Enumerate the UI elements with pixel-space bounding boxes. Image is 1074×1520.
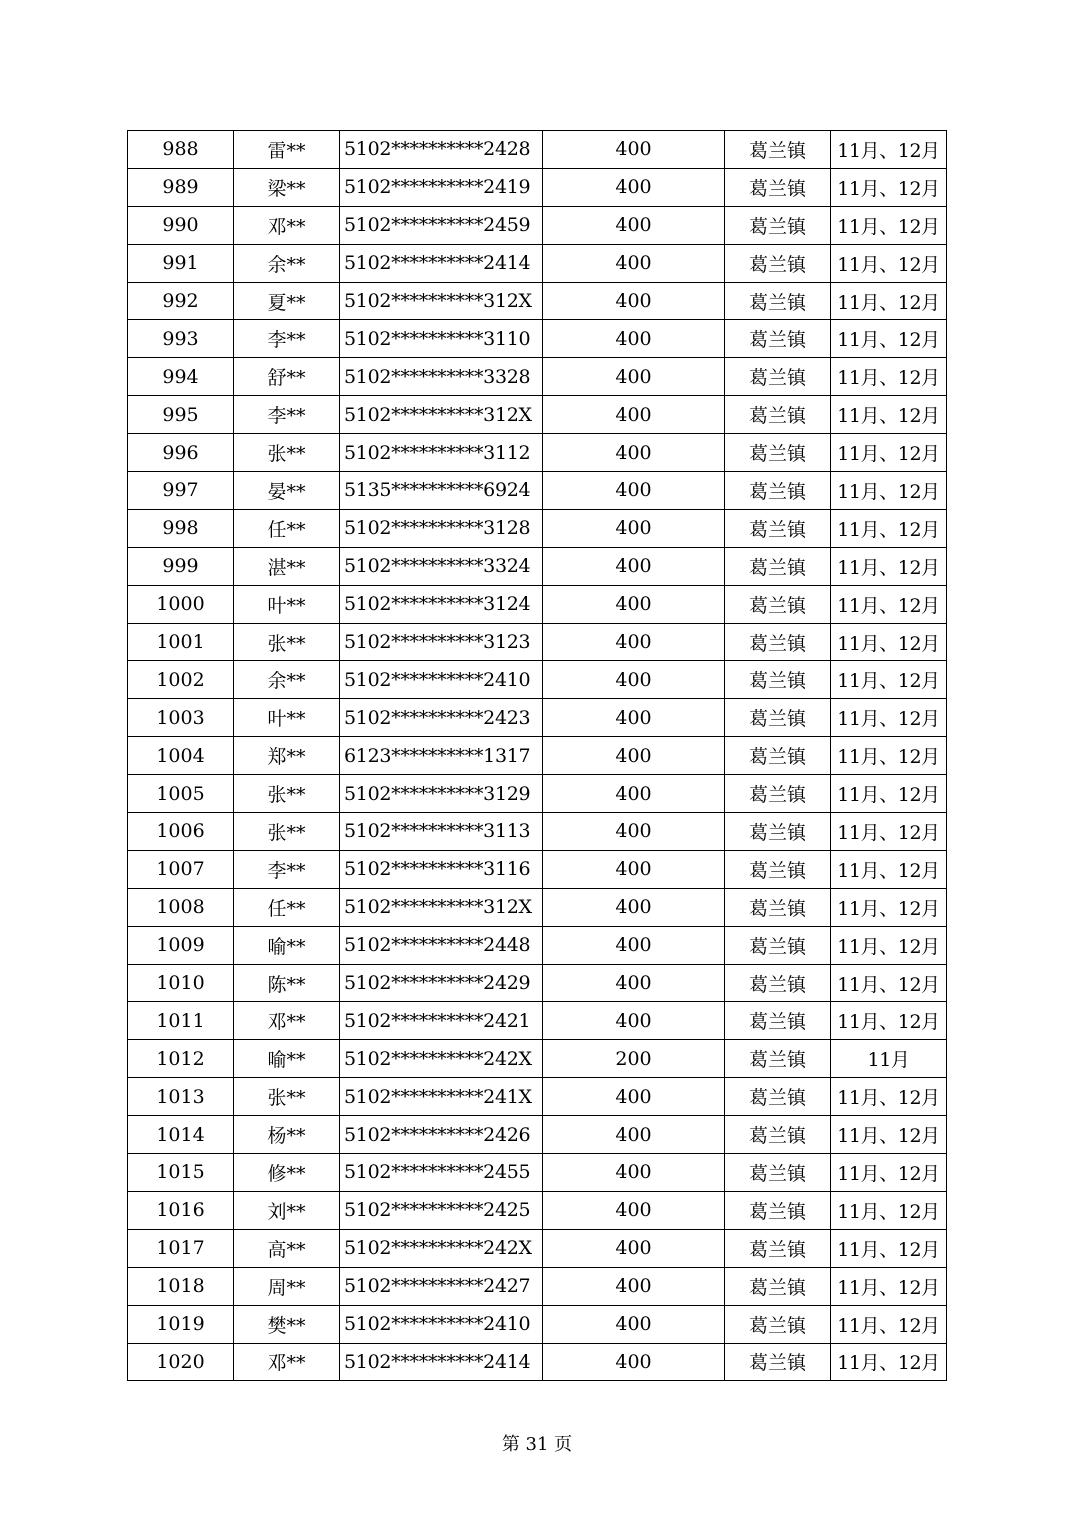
table-row [128,737,947,775]
name-cell: 任** [234,509,340,547]
name-cell: 张** [234,813,340,851]
table-row [128,1078,947,1116]
table-row [128,1116,947,1154]
id-number-cell: 5102**********2427 [340,1267,543,1305]
id-number-cell: 6123**********1317 [340,737,543,775]
serial-number-cell: 1004 [128,737,234,775]
town-cell: 葛兰镇 [725,131,831,169]
name-cell: 张** [234,775,340,813]
town-cell: 葛兰镇 [725,206,831,244]
months-cell: 11月、12月 [831,661,947,699]
name-cell: 李** [234,320,340,358]
months-cell: 11月、12月 [831,813,947,851]
table-row [128,775,947,813]
town-cell: 葛兰镇 [725,1116,831,1154]
amount-cell: 400 [543,585,725,623]
id-number-cell: 5102**********3324 [340,547,543,585]
serial-number-cell: 995 [128,396,234,434]
town-cell: 葛兰镇 [725,813,831,851]
amount-cell: 400 [543,1229,725,1267]
serial-number-cell: 1013 [128,1078,234,1116]
amount-cell: 400 [543,1267,725,1305]
table-row [128,661,947,699]
id-number-cell: 5102**********3328 [340,358,543,396]
town-cell: 葛兰镇 [725,472,831,510]
roster-table-body [128,131,947,1381]
name-cell: 修** [234,1154,340,1192]
town-cell: 葛兰镇 [725,1343,831,1381]
months-cell: 11月、12月 [831,358,947,396]
table-row [128,131,947,169]
months-cell: 11月、12月 [831,699,947,737]
table-row [128,1305,947,1343]
id-number-cell: 5102**********2425 [340,1191,543,1229]
name-cell: 樊** [234,1305,340,1343]
town-cell: 葛兰镇 [725,1078,831,1116]
table-row [128,358,947,396]
table-row [128,1267,947,1305]
serial-number-cell: 1000 [128,585,234,623]
id-number-cell: 5102**********3128 [340,509,543,547]
town-cell: 葛兰镇 [725,926,831,964]
months-cell: 11月、12月 [831,1191,947,1229]
id-number-cell: 5102**********3123 [340,623,543,661]
id-number-cell: 5135**********6924 [340,472,543,510]
table-row [128,434,947,472]
town-cell: 葛兰镇 [725,661,831,699]
town-cell: 葛兰镇 [725,585,831,623]
town-cell: 葛兰镇 [725,775,831,813]
serial-number-cell: 1011 [128,1002,234,1040]
name-cell: 湛** [234,547,340,585]
amount-cell: 400 [543,434,725,472]
id-number-cell: 5102**********2455 [340,1154,543,1192]
id-number-cell: 5102**********2410 [340,661,543,699]
months-cell: 11月、12月 [831,737,947,775]
town-cell: 葛兰镇 [725,737,831,775]
amount-cell: 400 [543,850,725,888]
table-row [128,509,947,547]
serial-number-cell: 1009 [128,926,234,964]
id-number-cell: 5102**********312X [340,396,543,434]
id-number-cell: 5102**********3112 [340,434,543,472]
serial-number-cell: 992 [128,282,234,320]
amount-cell: 400 [543,775,725,813]
name-cell: 梁** [234,168,340,206]
serial-number-cell: 1012 [128,1040,234,1078]
amount-cell: 400 [543,623,725,661]
serial-number-cell: 1010 [128,964,234,1002]
id-number-cell: 5102**********242X [340,1229,543,1267]
table-row [128,585,947,623]
months-cell: 11月 [831,1040,947,1078]
months-cell: 11月、12月 [831,850,947,888]
name-cell: 叶** [234,585,340,623]
id-number-cell: 5102**********3124 [340,585,543,623]
serial-number-cell: 1001 [128,623,234,661]
table-row [128,472,947,510]
amount-cell: 400 [543,1078,725,1116]
amount-cell: 400 [543,1002,725,1040]
amount-cell: 400 [543,1305,725,1343]
town-cell: 葛兰镇 [725,964,831,1002]
name-cell: 余** [234,661,340,699]
id-number-cell: 5102**********242X [340,1040,543,1078]
months-cell: 11月、12月 [831,1229,947,1267]
name-cell: 张** [234,1078,340,1116]
amount-cell: 400 [543,547,725,585]
amount-cell: 400 [543,926,725,964]
months-cell: 11月、12月 [831,472,947,510]
amount-cell: 400 [543,358,725,396]
serial-number-cell: 1003 [128,699,234,737]
amount-cell: 400 [543,131,725,169]
town-cell: 葛兰镇 [725,320,831,358]
months-cell: 11月、12月 [831,1154,947,1192]
amount-cell: 400 [543,813,725,851]
table-row [128,888,947,926]
name-cell: 郑** [234,737,340,775]
months-cell: 11月、12月 [831,585,947,623]
serial-number-cell: 1007 [128,850,234,888]
id-number-cell: 5102**********3113 [340,813,543,851]
name-cell: 夏** [234,282,340,320]
id-number-cell: 5102**********2448 [340,926,543,964]
town-cell: 葛兰镇 [725,434,831,472]
table-row [128,168,947,206]
table-row [128,1343,947,1381]
months-cell: 11月、12月 [831,168,947,206]
id-number-cell: 5102**********241X [340,1078,543,1116]
amount-cell: 400 [543,168,725,206]
amount-cell: 400 [543,1343,725,1381]
town-cell: 葛兰镇 [725,850,831,888]
serial-number-cell: 1020 [128,1343,234,1381]
months-cell: 11月、12月 [831,775,947,813]
serial-number-cell: 990 [128,206,234,244]
table-row [128,1002,947,1040]
id-number-cell: 5102**********2459 [340,206,543,244]
amount-cell: 200 [543,1040,725,1078]
serial-number-cell: 997 [128,472,234,510]
table-row [128,396,947,434]
months-cell: 11月、12月 [831,547,947,585]
amount-cell: 400 [543,964,725,1002]
roster-table [127,130,947,1381]
table-row [128,282,947,320]
months-cell: 11月、12月 [831,396,947,434]
amount-cell: 400 [543,472,725,510]
table-row [128,926,947,964]
table-row [128,964,947,1002]
name-cell: 任** [234,888,340,926]
table-row [128,699,947,737]
id-number-cell: 5102**********2426 [340,1116,543,1154]
table-row [128,244,947,282]
id-number-cell: 5102**********3116 [340,850,543,888]
id-number-cell: 5102**********2423 [340,699,543,737]
name-cell: 杨** [234,1116,340,1154]
amount-cell: 400 [543,396,725,434]
table-row [128,1191,947,1229]
name-cell: 邓** [234,1343,340,1381]
name-cell: 高** [234,1229,340,1267]
id-number-cell: 5102**********2414 [340,244,543,282]
town-cell: 葛兰镇 [725,699,831,737]
id-number-cell: 5102**********2419 [340,168,543,206]
amount-cell: 400 [543,1191,725,1229]
table-row [128,547,947,585]
months-cell: 11月、12月 [831,1267,947,1305]
id-number-cell: 5102**********2410 [340,1305,543,1343]
table-row [128,813,947,851]
town-cell: 葛兰镇 [725,1229,831,1267]
id-number-cell: 5102**********3129 [340,775,543,813]
table-row [128,1229,947,1267]
amount-cell: 400 [543,244,725,282]
town-cell: 葛兰镇 [725,888,831,926]
amount-cell: 400 [543,737,725,775]
name-cell: 邓** [234,206,340,244]
name-cell: 李** [234,396,340,434]
name-cell: 李** [234,850,340,888]
months-cell: 11月、12月 [831,244,947,282]
amount-cell: 400 [543,282,725,320]
name-cell: 喻** [234,926,340,964]
town-cell: 葛兰镇 [725,1154,831,1192]
months-cell: 11月、12月 [831,623,947,661]
months-cell: 11月、12月 [831,282,947,320]
town-cell: 葛兰镇 [725,244,831,282]
serial-number-cell: 1014 [128,1116,234,1154]
name-cell: 晏** [234,472,340,510]
name-cell: 刘** [234,1191,340,1229]
page-number: 第 31 页 [501,1434,573,1455]
town-cell: 葛兰镇 [725,1305,831,1343]
town-cell: 葛兰镇 [725,168,831,206]
serial-number-cell: 1002 [128,661,234,699]
id-number-cell: 5102**********2421 [340,1002,543,1040]
amount-cell: 400 [543,509,725,547]
table-row [128,1040,947,1078]
id-number-cell: 5102**********312X [340,282,543,320]
name-cell: 余** [234,244,340,282]
name-cell: 张** [234,434,340,472]
months-cell: 11月、12月 [831,926,947,964]
months-cell: 11月、12月 [831,509,947,547]
name-cell: 叶** [234,699,340,737]
id-number-cell: 5102**********2428 [340,131,543,169]
serial-number-cell: 1016 [128,1191,234,1229]
town-cell: 葛兰镇 [725,396,831,434]
months-cell: 11月、12月 [831,1078,947,1116]
serial-number-cell: 1008 [128,888,234,926]
months-cell: 11月、12月 [831,888,947,926]
name-cell: 喻** [234,1040,340,1078]
months-cell: 11月、12月 [831,1116,947,1154]
months-cell: 11月、12月 [831,131,947,169]
table-row [128,623,947,661]
serial-number-cell: 989 [128,168,234,206]
serial-number-cell: 1015 [128,1154,234,1192]
serial-number-cell: 993 [128,320,234,358]
name-cell: 雷** [234,131,340,169]
serial-number-cell: 1017 [128,1229,234,1267]
amount-cell: 400 [543,661,725,699]
town-cell: 葛兰镇 [725,1040,831,1078]
serial-number-cell: 999 [128,547,234,585]
town-cell: 葛兰镇 [725,358,831,396]
name-cell: 邓** [234,1002,340,1040]
amount-cell: 400 [543,888,725,926]
table-row [128,1154,947,1192]
name-cell: 陈** [234,964,340,1002]
serial-number-cell: 1018 [128,1267,234,1305]
name-cell: 舒** [234,358,340,396]
town-cell: 葛兰镇 [725,282,831,320]
id-number-cell: 5102**********3110 [340,320,543,358]
amount-cell: 400 [543,1154,725,1192]
months-cell: 11月、12月 [831,434,947,472]
serial-number-cell: 998 [128,509,234,547]
amount-cell: 400 [543,206,725,244]
serial-number-cell: 994 [128,358,234,396]
serial-number-cell: 1019 [128,1305,234,1343]
table-row [128,850,947,888]
months-cell: 11月、12月 [831,206,947,244]
months-cell: 11月、12月 [831,964,947,1002]
serial-number-cell: 1006 [128,813,234,851]
name-cell: 周** [234,1267,340,1305]
town-cell: 葛兰镇 [725,1267,831,1305]
id-number-cell: 5102**********312X [340,888,543,926]
town-cell: 葛兰镇 [725,1191,831,1229]
town-cell: 葛兰镇 [725,1002,831,1040]
town-cell: 葛兰镇 [725,547,831,585]
id-number-cell: 5102**********2429 [340,964,543,1002]
town-cell: 葛兰镇 [725,509,831,547]
serial-number-cell: 996 [128,434,234,472]
town-cell: 葛兰镇 [725,623,831,661]
id-number-cell: 5102**********2414 [340,1343,543,1381]
serial-number-cell: 991 [128,244,234,282]
amount-cell: 400 [543,699,725,737]
table-row [128,206,947,244]
amount-cell: 400 [543,320,725,358]
name-cell: 张** [234,623,340,661]
months-cell: 11月、12月 [831,1002,947,1040]
months-cell: 11月、12月 [831,320,947,358]
amount-cell: 400 [543,1116,725,1154]
serial-number-cell: 1005 [128,775,234,813]
table-row [128,320,947,358]
months-cell: 11月、12月 [831,1343,947,1381]
months-cell: 11月、12月 [831,1305,947,1343]
serial-number-cell: 988 [128,131,234,169]
